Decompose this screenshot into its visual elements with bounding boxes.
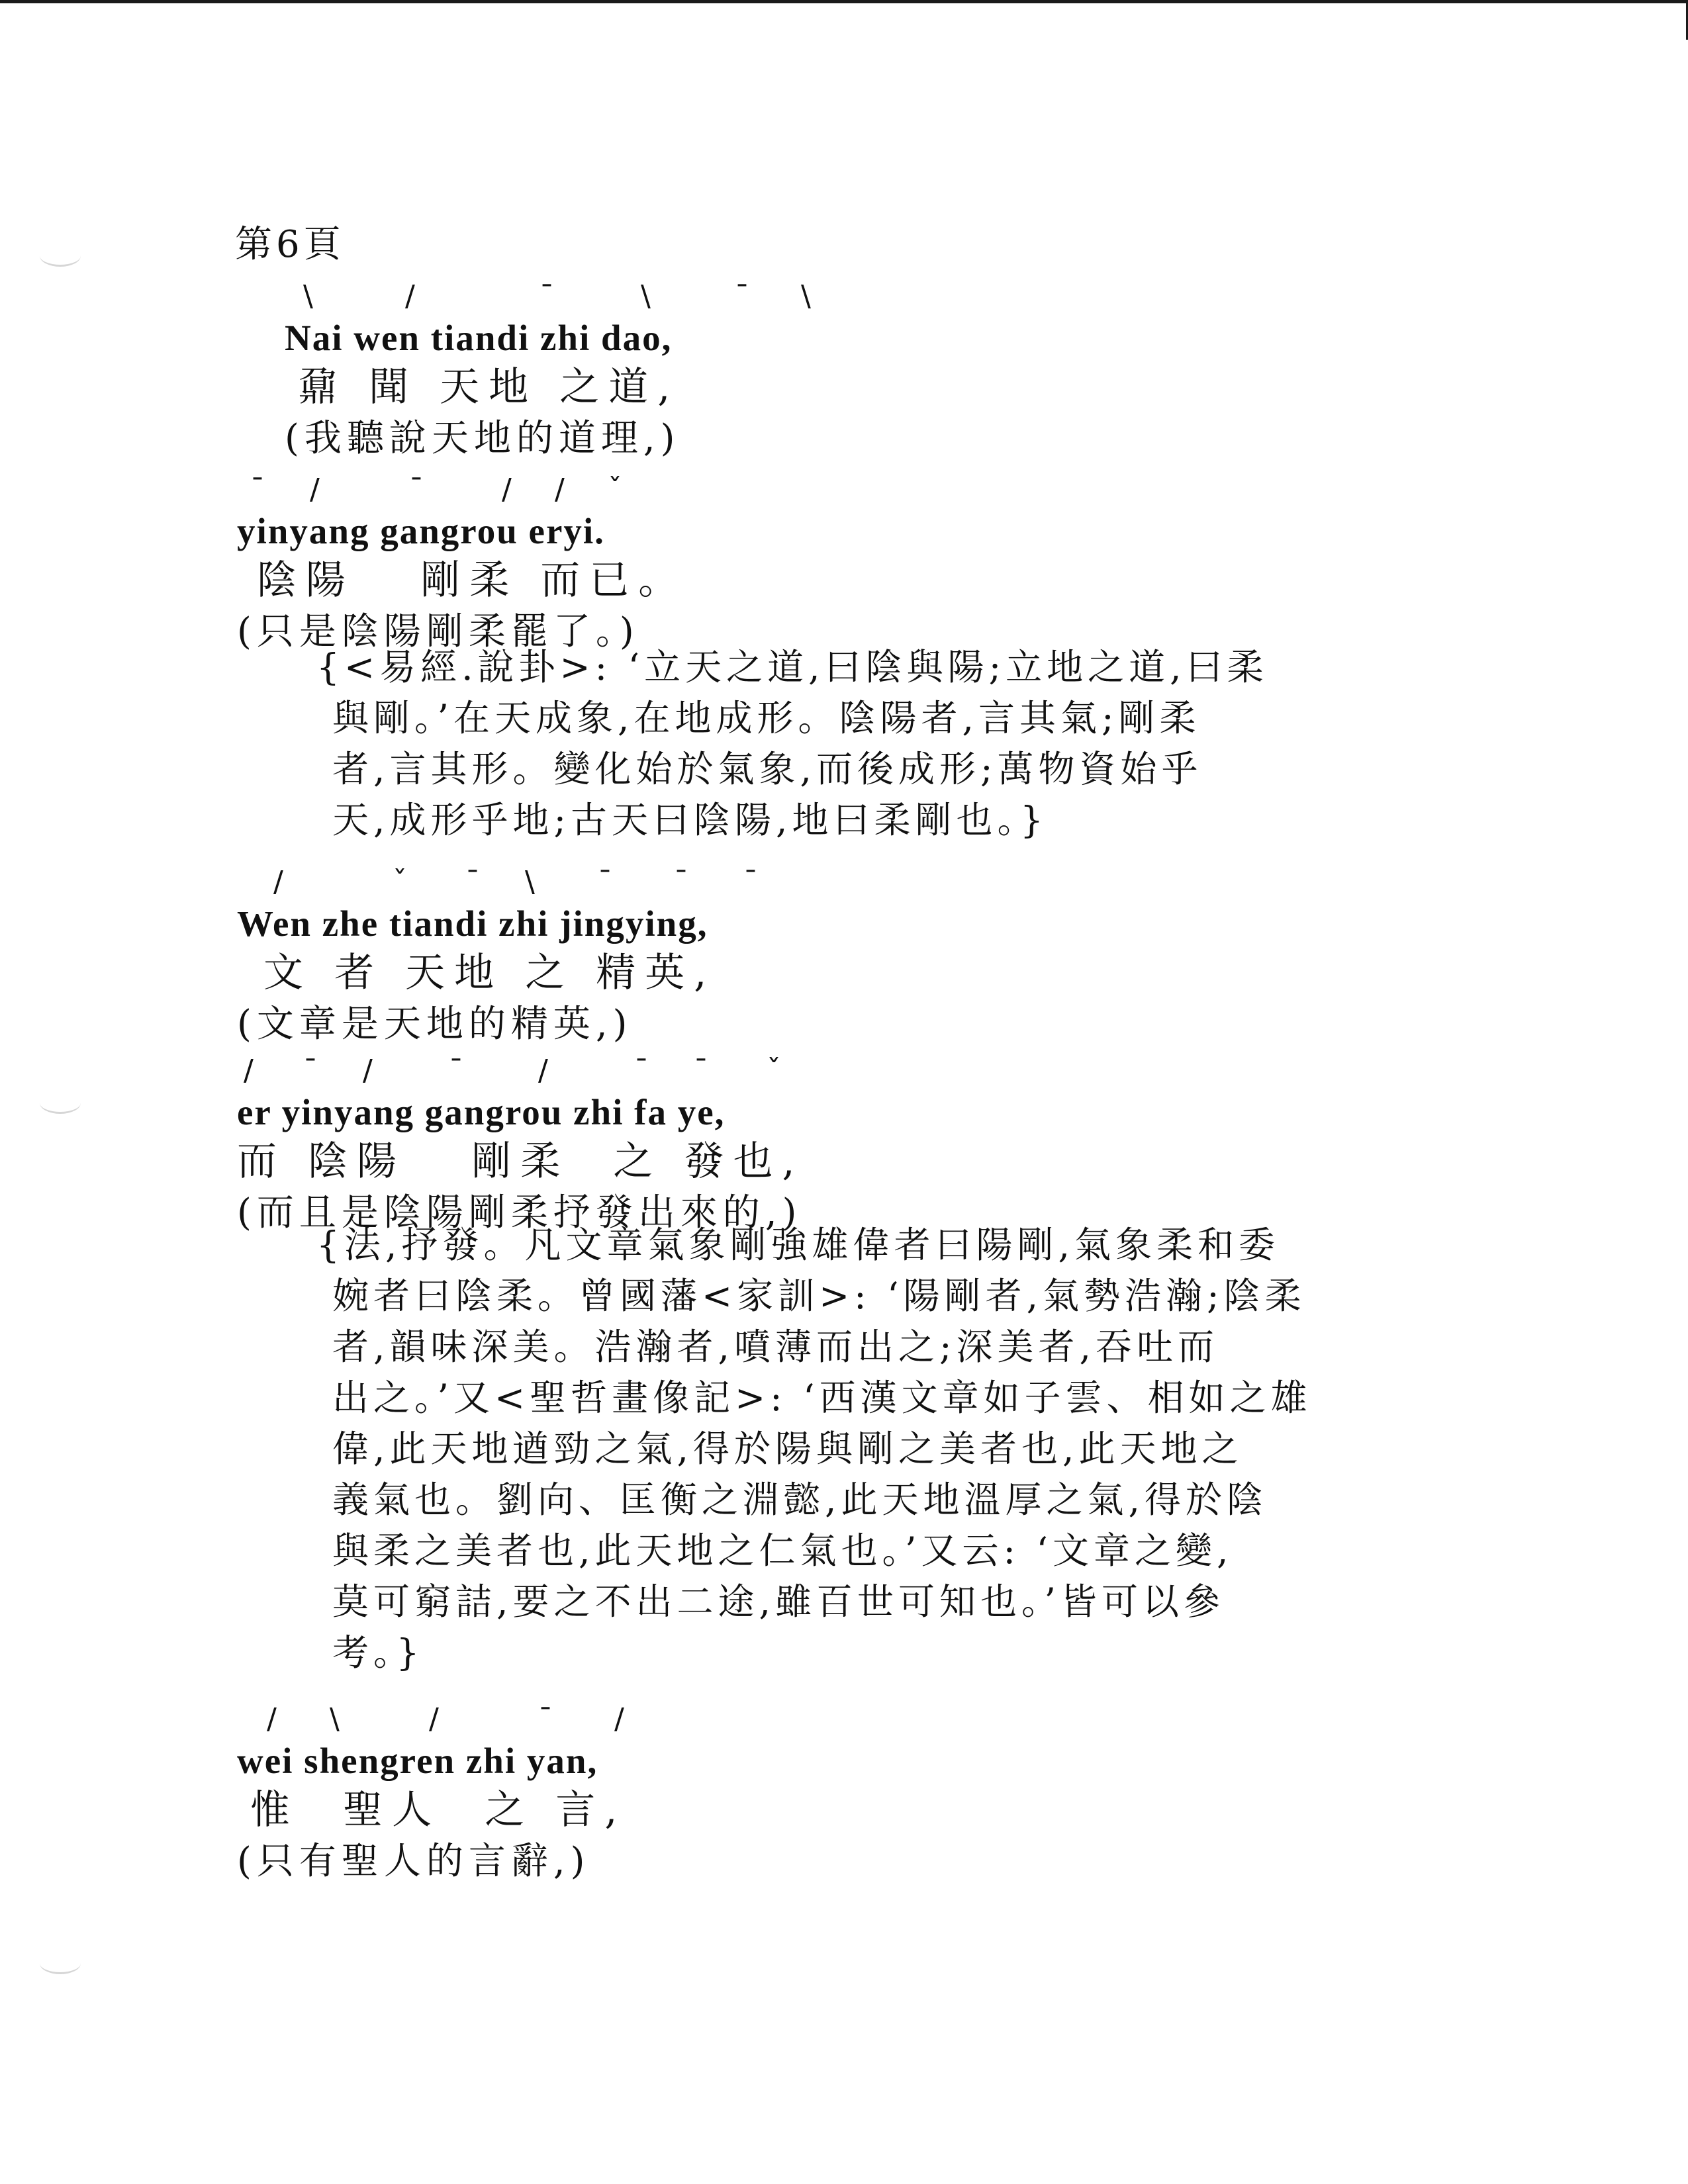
commentary-note-2 (316, 1220, 1312, 1678)
translation-line: (只是陰陽剛柔罷了。) (237, 610, 639, 653)
tone-mark: / (429, 1702, 439, 1736)
tone-mark: / (267, 1702, 277, 1736)
chinese-line: 而 陰陽 剛柔 之 發也, (237, 1138, 804, 1185)
tone-mark: / (538, 1054, 548, 1087)
pinyin-line: er yinyang gangrou zhi fa ye, (237, 1092, 726, 1132)
scan-edge-top (0, 0, 1688, 3)
tone-mark: / (555, 473, 565, 506)
stanza-4 (237, 1052, 804, 1239)
tone-mark: ¯ (538, 1702, 553, 1736)
tone-marks-5 (237, 1701, 626, 1738)
tone-mark: \ (330, 1702, 340, 1736)
tone-marks-3 (237, 864, 758, 901)
tone-mark: / (502, 473, 512, 506)
stanza-1 (285, 278, 811, 465)
tone-mark: ¯ (743, 865, 758, 899)
tone-mark: \ (525, 865, 535, 899)
tone-mark: ¯ (634, 1054, 649, 1087)
note-line: 天,成形乎地;古天曰陰陽,地曰柔剛也。} (332, 799, 1048, 841)
punch-hole-top (40, 245, 81, 267)
tone-mark: ¯ (694, 1054, 708, 1087)
chinese-line: 文 者 天地 之 精英, (263, 950, 716, 996)
tone-mark: / (310, 473, 320, 506)
tone-mark: \ (801, 279, 811, 313)
translation-line: (而且是陰陽剛柔抒發出來的,) (237, 1191, 802, 1234)
pinyin-line: yinyang gangrou eryi. (237, 511, 605, 551)
note-line: {法,抒發。凡文章氣象剛強雄偉者曰陽剛,氣象柔和委 (316, 1224, 1280, 1266)
note-line: {<易經.說卦>: ‘立天之道,曰陰與陽;立地之道,曰柔 (316, 646, 1268, 688)
tone-mark: ˇ (608, 473, 622, 506)
chinese-line: 鼐 聞 天地 之道, (298, 364, 680, 410)
note-line: 莫可窮詰,要之不出二途,雖百世可知也。’皆可以參 (332, 1580, 1225, 1623)
tone-marks-2 (237, 471, 687, 508)
note-line: 偉,此天地遒勁之氣,得於陽與剛之美者也,此天地之 (332, 1428, 1243, 1470)
tone-mark: ˇ (393, 865, 407, 899)
tone-mark: ¯ (465, 865, 480, 899)
pinyin-line: Nai wen tiandi zhi dao, (285, 318, 673, 358)
translation-line: (只有聖人的言辭,) (237, 1840, 590, 1883)
note-line: 考。} (332, 1631, 424, 1674)
tone-mark: ¯ (449, 1054, 463, 1087)
pinyin-line: wei shengren zhi yan, (237, 1741, 598, 1781)
note-line: 與剛。’在天成象,在地成形。陰陽者,言其氣;剛柔 (332, 697, 1201, 739)
tone-mark: ¯ (674, 865, 688, 899)
tone-mark: ¯ (250, 473, 265, 506)
note-line: 出之。’又<聖哲畫像記>: ‘西漢文章如子雲、相如之雄 (332, 1377, 1312, 1419)
stanza-2 (237, 471, 687, 658)
tone-mark: / (405, 279, 415, 313)
note-line: 與柔之美者也,此天地之仁氣也。’又云: ‘文章之變, (332, 1529, 1233, 1572)
chinese-line: 惟 聖人 之 言, (250, 1787, 627, 1833)
tone-mark: / (244, 1054, 254, 1087)
punch-hole-middle (40, 1092, 81, 1114)
tone-mark: \ (303, 279, 313, 313)
tone-mark: \ (641, 279, 651, 313)
note-line: 者,言其形。變化始於氣象,而後成形;萬物資始乎 (332, 748, 1203, 790)
tone-mark: ¯ (598, 865, 612, 899)
chinese-line: 陰陽 剛柔 而已。 (257, 557, 688, 604)
tone-mark: / (363, 1054, 373, 1087)
page-number: 第6頁 (235, 223, 345, 266)
note-line: 義氣也。劉向、匡衡之淵懿,此天地溫厚之氣,得於陰 (332, 1479, 1268, 1521)
tone-mark: ¯ (539, 279, 554, 313)
stanza-3 (237, 864, 758, 1050)
tone-mark: ¯ (303, 1054, 318, 1087)
tone-mark: / (614, 1702, 624, 1736)
punch-hole-bottom (40, 1952, 81, 1974)
translation-line: (我聽說天地的道理,) (285, 417, 680, 460)
tone-marks-4 (237, 1052, 804, 1089)
tone-mark: ¯ (735, 279, 749, 313)
pinyin-line: Wen zhe tiandi zhi jingying, (237, 903, 708, 944)
note-line: 婉者曰陰柔。曾國藩<家訓>: ‘陽剛者,氣勢浩瀚;陰柔 (332, 1275, 1306, 1317)
commentary-note-1 (316, 642, 1268, 846)
note-line: 者,韻味深美。浩瀚者,噴薄而出之;深美者,吞吐而 (332, 1326, 1219, 1368)
stanza-5 (237, 1701, 626, 1888)
tone-mark: ¯ (409, 473, 424, 506)
tone-mark: ˇ (767, 1054, 781, 1087)
tone-marks-1 (285, 278, 811, 315)
translation-line: (文章是天地的精英,) (237, 1003, 633, 1046)
tone-mark: / (273, 865, 283, 899)
